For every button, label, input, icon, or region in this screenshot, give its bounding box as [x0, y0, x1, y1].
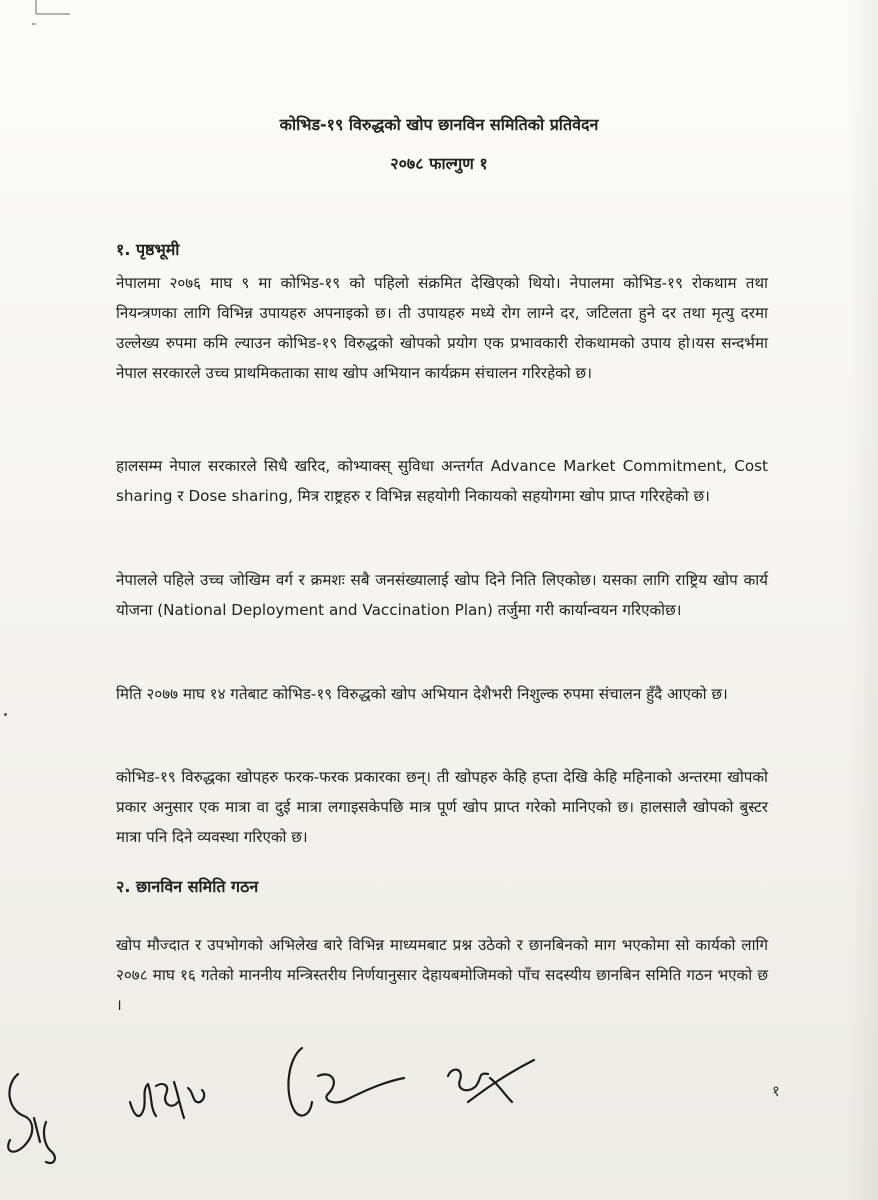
signature-1	[0, 1062, 80, 1172]
page-edge-shadow	[848, 0, 878, 1200]
paragraph-background-1: नेपालमा २०७६ माघ ९ मा कोभिड-१९ को पहिलो संक्रमित देखिएको थियो। नेपालमा कोभिड-१९ रोकथाम तथा नियन्त्रणका लागि विभिन्न उपायहरु अपनाइको छ। ती उपायहरु मध्ये रोग लाग्ने दर, जटिलता हुने दर तथा मृत्यु दरमा उल्लेख्य रुपमा कमि ल्याउन कोभिड-१९ विरुद्धको खोपको प्रयोग एक प्रभावकारी रोकथामको उपाय हो।यस सन्दर्भमा नेपाल सरकारले उच्च प्राथमिकताका साथ खोप अभियान कार्यक्रम संचालन गरिरहेको छ।	[116, 274, 768, 382]
signature-3	[280, 1038, 420, 1128]
document-title: कोभिड-१९ विरुद्धको खोप छानविन समितिको प्रतिवेदन	[279, 115, 599, 134]
paragraph-committee-1: खोप मौज्दात र उपभोगको अभिलेख बारे विभिन्न माध्यमबाट प्रश्न उठेको र छानबिनको माग भएकोमा सो कार्यको लागि २०७८ माघ १६ गतेको माननीय मन्त्रिस्तरीय निर्णयानुसार देहायबमोजिमको पाँच सदस्यीय छानबिन समिति गठन भएको छ ।	[116, 936, 768, 1014]
section-heading-committee: २. छानविन समिति गठन	[116, 877, 259, 896]
section-heading-background: १. पृष्ठभूमी	[116, 240, 180, 259]
paragraph-background-4: मिति २०७७ माघ १४ गतेबाट कोभिड-१९ विरुद्धको खोप अभियान देशैभरी निशुल्क रुपमा संचालन हुँदै आएको छ।	[116, 685, 728, 703]
signature-4	[438, 1052, 548, 1122]
page-number: १	[772, 1082, 780, 1100]
corner-mark	[20, 0, 80, 30]
signature-2	[122, 1064, 222, 1134]
paragraph-background-3: नेपालले पहिले उच्च जोखिम वर्ग र क्रमशः सबै जनसंख्यालाई खोप दिने निति लिएकोछ। यसका लागि राष्ट्रिय खोप कार्य योजना (National Deployment and Vaccination Plan) तर्जुमा गरी कार्यान्वयन गरिएकोछ।	[116, 571, 768, 619]
paragraph-background-5: कोभिड-१९ विरुद्धका खोपहरु फरक-फरक प्रकारका छन्। ती खोपहरु केहि हप्ता देखि केहि महिनाको अन्तरमा खोपको प्रकार अनुसार एक मात्रा वा दुई मात्रा लगाइसकेपछि मात्र पूर्ण खोप प्राप्त गरेको मानिएको छ। हालसालै खोपको बुस्टर मात्रा पनि दिने व्यवस्था गरिएको छ।	[116, 768, 768, 846]
margin-mark	[4, 713, 7, 716]
document-date: २०७८ फाल्गुण १	[390, 154, 488, 173]
paragraph-background-2: हालसम्म नेपाल सरकारले सिधै खरिद, कोभ्याक्स् सुविधा अन्तर्गत Advance Market Commitment, Cost sharing र Dose sharing, मित्र राष्ट्रहरु र विभिन्न सहयोगी निकायको सहयोगमा खोप प्राप्त गरिरहेको छ।	[116, 457, 768, 505]
